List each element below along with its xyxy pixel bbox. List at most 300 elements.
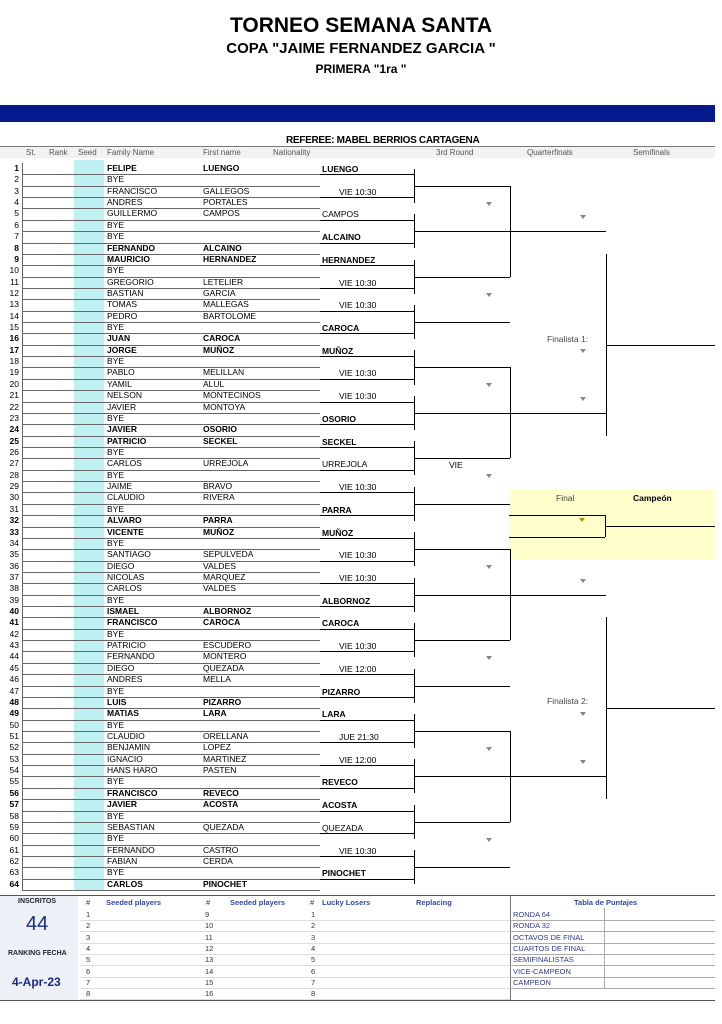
ranking-date: 4-Apr-23 bbox=[12, 975, 61, 989]
draw-row bbox=[0, 561, 520, 572]
draw-row bbox=[0, 231, 520, 242]
draw-position: 57 bbox=[9, 799, 19, 810]
lucky-hash: # bbox=[310, 898, 315, 907]
seed-number: 16 bbox=[205, 989, 214, 999]
round3-note: VIE bbox=[449, 460, 463, 470]
player-family-name: BYE bbox=[107, 412, 125, 423]
draw-position: 40 bbox=[9, 606, 19, 617]
player-first-name: MELLA bbox=[203, 674, 231, 685]
player-first-name: MONTERO bbox=[203, 651, 247, 662]
draw-row bbox=[0, 799, 520, 810]
player-first-name: CASTRO bbox=[203, 844, 239, 855]
footer-row-line bbox=[80, 954, 510, 955]
round2-entry: REVECO bbox=[322, 777, 358, 788]
seed-number: 10 bbox=[205, 921, 214, 931]
lucky-loser-number: 1 bbox=[311, 910, 316, 919]
draw-row bbox=[0, 367, 520, 378]
r2-line bbox=[320, 174, 414, 175]
round2-entry: LUENGO bbox=[322, 164, 359, 174]
draw-position: 15 bbox=[9, 322, 19, 333]
final-line bbox=[509, 515, 605, 516]
player-family-name: DIEGO bbox=[107, 560, 135, 571]
r2-line bbox=[320, 424, 414, 425]
round2-entry: QUEZADA bbox=[322, 822, 364, 833]
draw-row bbox=[0, 731, 520, 742]
draw-row bbox=[0, 458, 520, 469]
draw-row bbox=[0, 867, 520, 878]
champion-label: Campeón bbox=[633, 493, 672, 503]
r2-line bbox=[320, 470, 414, 471]
draw-position: 14 bbox=[9, 310, 19, 321]
player-family-name: CARLOS bbox=[107, 583, 142, 594]
player-first-name: PORTALES bbox=[203, 197, 248, 208]
draw-row bbox=[0, 742, 520, 753]
player-family-name: JAVIER bbox=[107, 799, 138, 810]
r3-line bbox=[414, 640, 510, 641]
player-family-name: ANDRES bbox=[107, 197, 143, 208]
points-row-label: CUARTOS DE FINAL bbox=[513, 943, 586, 953]
r2-line bbox=[320, 561, 414, 562]
dropdown-arrow-icon bbox=[486, 383, 492, 387]
player-first-name: MUÑOZ bbox=[203, 344, 235, 355]
draw-row bbox=[0, 879, 520, 890]
col-first: First name bbox=[203, 148, 241, 157]
seed-number: 4 bbox=[86, 943, 91, 953]
r2-line bbox=[320, 311, 414, 312]
draw-position: 38 bbox=[9, 583, 19, 594]
draw-position: 25 bbox=[9, 435, 19, 446]
seed-number: 7 bbox=[86, 977, 91, 987]
r3-line bbox=[414, 322, 510, 323]
round2-entry: ALCAINO bbox=[322, 232, 361, 243]
draw-position: 54 bbox=[9, 765, 19, 776]
r2-line bbox=[320, 833, 414, 834]
round2-entry: VIE 10:30 bbox=[339, 368, 377, 379]
footer-row-line bbox=[80, 988, 510, 989]
round2-entry: VIE 10:30 bbox=[339, 277, 377, 288]
draw-position: 56 bbox=[9, 787, 19, 798]
round2-entry: VIE 10:30 bbox=[339, 641, 377, 652]
points-table-title: Tabla de Puntajes bbox=[574, 898, 638, 907]
draw-position: 12 bbox=[9, 287, 19, 298]
player-family-name: FRANCISCO bbox=[107, 787, 158, 798]
player-family-name: ALVARO bbox=[107, 515, 142, 526]
r2-line bbox=[320, 333, 414, 334]
round2-entry: JUE 21:30 bbox=[339, 732, 379, 742]
seed-hash-b: # bbox=[206, 898, 211, 907]
player-family-name: TOMAS bbox=[107, 299, 138, 310]
draw-position: 26 bbox=[9, 447, 19, 457]
player-first-name: LETELIER bbox=[203, 276, 244, 287]
col-rank: Rank bbox=[49, 148, 68, 157]
round2-entry: URREJOLA bbox=[322, 459, 368, 470]
r2-line bbox=[320, 742, 414, 743]
player-family-name: BYE bbox=[107, 685, 125, 696]
draw-position: 5 bbox=[14, 208, 19, 219]
draw-row bbox=[0, 640, 520, 651]
draw-position: 10 bbox=[9, 265, 19, 276]
seed-number: 15 bbox=[205, 977, 214, 987]
r2-line bbox=[320, 765, 414, 766]
draw-position: 19 bbox=[9, 367, 19, 378]
draw-row bbox=[0, 583, 520, 594]
player-family-name: BYE bbox=[107, 833, 125, 844]
player-family-name: BYE bbox=[107, 628, 125, 639]
player-family-name: FERNANDO bbox=[107, 651, 155, 662]
draw-position: 33 bbox=[9, 526, 19, 537]
referee-label: REFEREE: MABEL BERRIOS CARTAGENA bbox=[286, 135, 480, 146]
draw-position: 35 bbox=[9, 549, 19, 560]
draw-row bbox=[0, 254, 520, 265]
player-first-name: MALLEGAS bbox=[203, 299, 249, 310]
sf-line bbox=[606, 345, 715, 346]
player-first-name: QUEZADA bbox=[203, 662, 245, 673]
round2-entry: ACOSTA bbox=[322, 800, 358, 811]
qf-line bbox=[510, 776, 606, 777]
dropdown-arrow-icon bbox=[486, 747, 492, 751]
player-family-name: JORGE bbox=[107, 344, 137, 355]
draw-row bbox=[0, 663, 520, 674]
draw-position: 55 bbox=[9, 776, 19, 787]
draw-position: 32 bbox=[9, 515, 19, 526]
draw-position: 47 bbox=[9, 685, 19, 696]
round2-entry: CAMPOS bbox=[322, 209, 359, 220]
player-family-name: JAVIER bbox=[107, 424, 138, 435]
player-family-name: CLAUDIO bbox=[107, 492, 145, 503]
draw-position: 58 bbox=[9, 810, 19, 821]
player-family-name: SEBASTIAN bbox=[107, 821, 155, 832]
player-first-name: ESCUDERO bbox=[203, 640, 252, 651]
seed-number: 3 bbox=[86, 932, 91, 942]
seed-number: 12 bbox=[205, 943, 214, 953]
draw-row bbox=[0, 186, 520, 197]
r3-line bbox=[414, 731, 510, 732]
draw-position: 30 bbox=[9, 492, 19, 503]
points-row-label: RONDA 32 bbox=[513, 921, 551, 931]
draw-row bbox=[0, 527, 520, 538]
r2-line bbox=[320, 856, 414, 857]
col-nationality: Nationality bbox=[273, 148, 311, 157]
draw-position: 34 bbox=[9, 537, 19, 548]
player-family-name: BYE bbox=[107, 231, 125, 242]
draw-row bbox=[0, 651, 520, 662]
draw-position: 7 bbox=[14, 231, 19, 242]
player-first-name: ACOSTA bbox=[203, 799, 239, 810]
round2-entry: VIE 10:30 bbox=[339, 550, 377, 561]
draw-position: 62 bbox=[9, 855, 19, 866]
round2-entry: LARA bbox=[322, 709, 346, 720]
lucky-loser-number: 6 bbox=[311, 966, 316, 976]
sf-line bbox=[606, 708, 715, 709]
player-family-name: BENJAMIN bbox=[107, 742, 150, 753]
dropdown-arrow-icon bbox=[580, 760, 586, 764]
draw-position: 3 bbox=[14, 185, 19, 196]
player-first-name: CAROCA bbox=[203, 617, 241, 628]
round2-entry: VIE 10:30 bbox=[339, 391, 377, 402]
r2-line bbox=[320, 288, 414, 289]
draw-row bbox=[0, 504, 520, 515]
player-first-name: REVECO bbox=[203, 787, 239, 798]
final-label: Final bbox=[556, 493, 575, 503]
draw-row bbox=[0, 402, 520, 413]
draw-position: 52 bbox=[9, 742, 19, 753]
draw-row bbox=[0, 197, 520, 208]
draw-row bbox=[0, 288, 520, 299]
points-row-line bbox=[510, 988, 715, 989]
lucky-loser-number: 7 bbox=[311, 977, 316, 987]
player-family-name: HANS HARO bbox=[107, 765, 158, 776]
finalist-1-label: Finalista 1: bbox=[547, 334, 589, 344]
r3-line bbox=[414, 413, 510, 414]
lucky-loser-number: 5 bbox=[311, 955, 316, 965]
draw-position: 22 bbox=[9, 401, 19, 412]
draw-row bbox=[0, 220, 520, 231]
footer-row-line bbox=[80, 943, 510, 944]
round2-entry: PIZARRO bbox=[322, 686, 361, 697]
finalist-2-label: Finalista 2: bbox=[547, 696, 589, 706]
seed-hash-a: # bbox=[86, 898, 91, 907]
seed-number: 5 bbox=[86, 955, 91, 965]
player-first-name: MUÑOZ bbox=[203, 526, 235, 537]
r2-line bbox=[320, 515, 414, 516]
draw-position: 17 bbox=[9, 344, 19, 355]
player-first-name: ALCAINO bbox=[203, 242, 242, 253]
seed-number: 8 bbox=[86, 989, 91, 999]
dropdown-arrow-icon bbox=[486, 838, 492, 842]
player-first-name: PINOCHET bbox=[203, 878, 247, 889]
player-first-name: MARQUEZ bbox=[203, 571, 246, 582]
player-family-name: BYE bbox=[107, 537, 125, 548]
final-dropdown-arrow-icon bbox=[579, 518, 585, 522]
lucky-loser-number: 3 bbox=[311, 932, 316, 942]
player-first-name: ALUL bbox=[203, 378, 225, 389]
player-first-name: OSORIO bbox=[203, 424, 238, 435]
points-row-label: CAMPEON bbox=[513, 977, 551, 987]
dropdown-arrow-icon bbox=[580, 579, 586, 583]
player-first-name: BRAVO bbox=[203, 481, 233, 492]
ranking-date-label: RANKING FECHA bbox=[8, 950, 67, 957]
champion-line bbox=[605, 526, 715, 527]
draw-position: 39 bbox=[9, 594, 19, 605]
round2-entry: VIE 10:30 bbox=[339, 845, 377, 856]
dropdown-arrow-icon bbox=[580, 397, 586, 401]
lucky-loser-number: 4 bbox=[311, 943, 316, 953]
r2-line bbox=[320, 243, 414, 244]
draw-row bbox=[0, 674, 520, 685]
player-family-name: BYE bbox=[107, 469, 125, 480]
col-3rd-round: 3rd Round bbox=[436, 148, 474, 157]
points-table-divider bbox=[510, 896, 511, 1000]
draw-position: 9 bbox=[14, 253, 19, 264]
round2-entry: VIE 12:00 bbox=[339, 663, 377, 674]
draw-row bbox=[0, 492, 520, 503]
draw-position: 8 bbox=[14, 242, 19, 253]
seed-number: 1 bbox=[86, 910, 91, 919]
round2-entry: PARRA bbox=[322, 504, 352, 515]
draw-position: 1 bbox=[14, 163, 19, 173]
player-first-name: ORELLANA bbox=[203, 731, 249, 741]
player-family-name: PATRICIO bbox=[107, 640, 146, 651]
player-family-name: BYE bbox=[107, 503, 125, 514]
seeded-players-b: Seeded players bbox=[230, 898, 286, 907]
player-family-name: CARLOS bbox=[107, 878, 143, 889]
footer-row-line bbox=[80, 965, 510, 966]
qf-line bbox=[510, 413, 606, 414]
draw-position: 29 bbox=[9, 481, 19, 492]
draw-row bbox=[0, 356, 520, 367]
round2-entry: VIE 12:00 bbox=[339, 754, 377, 765]
r2-line bbox=[320, 651, 414, 652]
r2-line bbox=[320, 674, 414, 675]
r2-line bbox=[320, 447, 414, 448]
round2-entry: MUÑOZ bbox=[322, 527, 354, 538]
draw-row bbox=[0, 833, 520, 844]
draw-row bbox=[0, 311, 520, 322]
draw-row bbox=[0, 390, 520, 401]
points-row-label: OCTAVOS DE FINAL bbox=[513, 932, 585, 942]
draw-position: 23 bbox=[9, 412, 19, 423]
player-family-name: BYE bbox=[107, 322, 125, 333]
r3-line bbox=[414, 867, 510, 868]
player-family-name: BYE bbox=[107, 867, 125, 878]
draw-position: 4 bbox=[14, 197, 19, 208]
player-family-name: PABLO bbox=[107, 367, 135, 378]
r2-line bbox=[320, 538, 414, 539]
r3-line bbox=[414, 549, 510, 550]
player-first-name: GARCIA bbox=[203, 287, 236, 298]
draw-row bbox=[0, 538, 520, 549]
footer-row-line bbox=[80, 999, 510, 1000]
draw-row bbox=[0, 629, 520, 640]
draw-position: 18 bbox=[9, 356, 19, 367]
player-first-name: CAMPOS bbox=[203, 208, 240, 219]
r2-line bbox=[320, 356, 414, 357]
player-family-name: BYE bbox=[107, 265, 125, 276]
draw-position: 63 bbox=[9, 867, 19, 878]
player-family-name: MATIAS bbox=[107, 708, 139, 719]
draw-row bbox=[0, 163, 520, 174]
draw-position: 44 bbox=[9, 651, 19, 662]
tournament-category: PRIMERA "1ra " bbox=[315, 62, 407, 76]
r3-line bbox=[414, 458, 510, 459]
player-family-name: JAVIER bbox=[107, 401, 137, 412]
draw-left-border bbox=[22, 163, 23, 890]
player-family-name: BYE bbox=[107, 447, 125, 457]
draw-position: 51 bbox=[9, 731, 19, 741]
player-family-name: BYE bbox=[107, 174, 125, 185]
draw-row bbox=[0, 822, 520, 833]
draw-position: 36 bbox=[9, 560, 19, 571]
draw-row bbox=[0, 754, 520, 765]
player-first-name: LOPEZ bbox=[203, 742, 231, 753]
player-first-name: HERNANDEZ bbox=[203, 253, 257, 264]
player-first-name: VALDES bbox=[203, 583, 236, 594]
draw-position: 16 bbox=[9, 333, 19, 344]
r2-line bbox=[320, 379, 414, 380]
dropdown-arrow-icon bbox=[486, 293, 492, 297]
r2-line bbox=[320, 788, 414, 789]
player-family-name: CLAUDIO bbox=[107, 731, 145, 741]
player-family-name: BYE bbox=[107, 810, 125, 821]
player-family-name: BYE bbox=[107, 719, 125, 730]
round2-entry: HERNANDEZ bbox=[322, 254, 376, 265]
draw-row bbox=[0, 208, 520, 219]
player-family-name: CARLOS bbox=[107, 458, 142, 469]
r2-line bbox=[320, 583, 414, 584]
footer-row-line bbox=[80, 977, 510, 978]
draw-position: 2 bbox=[14, 174, 19, 185]
lucky-loser-number: 8 bbox=[311, 989, 316, 999]
draw-position: 20 bbox=[9, 378, 19, 389]
player-family-name: FERNANDO bbox=[107, 844, 155, 855]
draw-row bbox=[0, 447, 520, 458]
player-family-name: PEDRO bbox=[107, 310, 138, 321]
draw-position: 11 bbox=[10, 276, 19, 287]
r3-line bbox=[414, 686, 510, 687]
player-first-name: URREJOLA bbox=[203, 458, 249, 469]
player-family-name: FABIAN bbox=[107, 855, 138, 866]
draw-row bbox=[0, 697, 520, 708]
round2-entry: VIE 10:30 bbox=[339, 572, 377, 583]
player-family-name: BYE bbox=[107, 594, 125, 605]
draw-row bbox=[0, 617, 520, 628]
r3-line bbox=[414, 186, 510, 187]
draw-position: 49 bbox=[9, 708, 19, 719]
replacing-label: Replacing bbox=[416, 898, 452, 907]
qf-line bbox=[510, 595, 606, 596]
draw-row bbox=[0, 765, 520, 776]
player-first-name: PARRA bbox=[203, 515, 233, 526]
player-first-name: CAROCA bbox=[203, 333, 241, 344]
player-family-name: YAMIL bbox=[107, 378, 132, 389]
player-family-name: NICOLAS bbox=[107, 571, 145, 582]
r2-line bbox=[320, 697, 414, 698]
round2-entry: SECKEL bbox=[322, 436, 357, 447]
points-row-label: SEMIFINALISTAS bbox=[513, 955, 574, 965]
player-first-name: MELILLAN bbox=[203, 367, 245, 378]
player-first-name: QUEZADA bbox=[203, 821, 245, 832]
player-first-name: ALBORNOZ bbox=[203, 606, 252, 617]
draw-row bbox=[0, 549, 520, 560]
player-family-name: DIEGO bbox=[107, 662, 135, 673]
round2-entry: CAROCA bbox=[322, 618, 360, 629]
dropdown-arrow-icon bbox=[486, 474, 492, 478]
draw-position: 37 bbox=[9, 571, 19, 582]
r2-line bbox=[320, 629, 414, 630]
qf-line bbox=[510, 231, 606, 232]
round2-entry: VIE 10:30 bbox=[339, 482, 377, 493]
r2-line bbox=[320, 265, 414, 266]
player-first-name: BARTOLOME bbox=[203, 310, 257, 321]
tournament-subtitle: COPA "JAIME FERNANDEZ GARCIA " bbox=[226, 40, 496, 57]
draw-row bbox=[0, 720, 520, 731]
draw-row bbox=[0, 515, 520, 526]
draw-position: 59 bbox=[9, 821, 19, 832]
r2-line bbox=[320, 606, 414, 607]
draw-position: 61 bbox=[9, 844, 19, 855]
draw-row bbox=[0, 481, 520, 492]
player-family-name: BYE bbox=[107, 356, 125, 367]
final-box bbox=[509, 490, 715, 560]
player-family-name: LUIS bbox=[107, 696, 127, 707]
r2-line bbox=[320, 197, 414, 198]
draw-row bbox=[0, 333, 520, 344]
round2-entry: CAROCA bbox=[322, 323, 360, 334]
dropdown-arrow-icon bbox=[580, 349, 586, 353]
r3-line bbox=[414, 822, 510, 823]
r3-line bbox=[414, 367, 510, 368]
draw-row bbox=[0, 811, 520, 822]
